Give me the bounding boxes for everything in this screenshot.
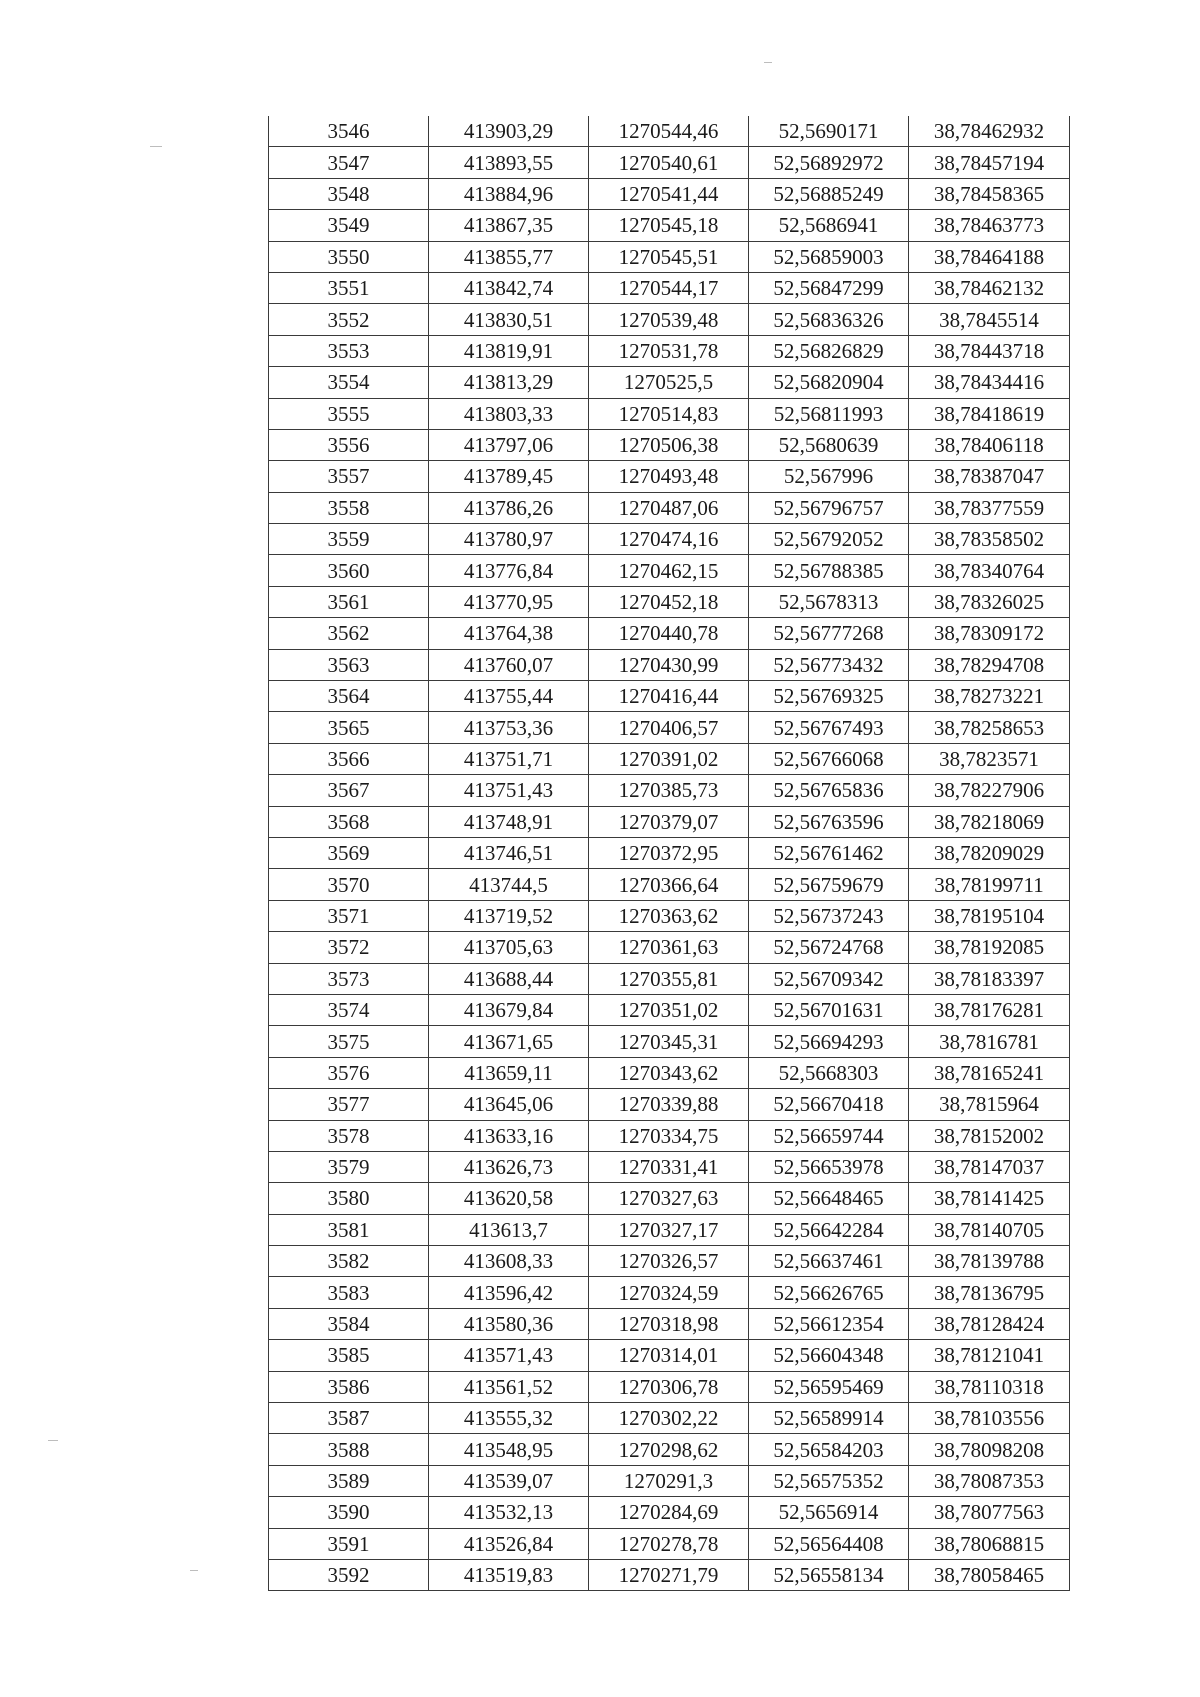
table-row (269, 681, 1070, 712)
table-row (269, 1120, 1070, 1151)
y-coordinate-cell: 1270327,63 (589, 1183, 749, 1214)
y-coordinate-cell: 1270314,01 (589, 1340, 749, 1371)
point-number-cell: 3566 (269, 743, 429, 774)
x-coordinate-cell: 413855,77 (429, 241, 589, 272)
table-row (269, 367, 1070, 398)
table-row (269, 1214, 1070, 1245)
longitude-cell: 38,78462932 (909, 116, 1070, 147)
y-coordinate-cell: 1270284,69 (589, 1497, 749, 1528)
point-number-cell: 3547 (269, 147, 429, 178)
y-coordinate-cell: 1270355,81 (589, 963, 749, 994)
y-coordinate-cell: 1270298,62 (589, 1434, 749, 1465)
x-coordinate-cell: 413748,91 (429, 806, 589, 837)
scan-speck (150, 146, 162, 147)
point-number-cell: 3559 (269, 524, 429, 555)
x-coordinate-cell: 413797,06 (429, 429, 589, 460)
table-row (269, 555, 1070, 586)
y-coordinate-cell: 1270385,73 (589, 775, 749, 806)
table-row (269, 1246, 1070, 1277)
point-number-cell: 3590 (269, 1497, 429, 1528)
table-row (269, 932, 1070, 963)
table-row (269, 1497, 1070, 1528)
coordinates-table (268, 116, 1070, 1591)
point-number-cell: 3556 (269, 429, 429, 460)
table-row (269, 1026, 1070, 1057)
longitude-cell: 38,7845514 (909, 304, 1070, 335)
y-coordinate-cell: 1270345,31 (589, 1026, 749, 1057)
point-number-cell: 3586 (269, 1371, 429, 1402)
latitude-cell: 52,5690171 (749, 116, 909, 147)
x-coordinate-cell: 413671,65 (429, 1026, 589, 1057)
point-number-cell: 3584 (269, 1308, 429, 1339)
y-coordinate-cell: 1270540,61 (589, 147, 749, 178)
scan-speck (764, 62, 772, 63)
y-coordinate-cell: 1270545,18 (589, 210, 749, 241)
table-row (269, 304, 1070, 335)
longitude-cell: 38,78463773 (909, 210, 1070, 241)
longitude-cell: 38,78140705 (909, 1214, 1070, 1245)
x-coordinate-cell: 413755,44 (429, 681, 589, 712)
latitude-cell: 52,56564408 (749, 1528, 909, 1559)
y-coordinate-cell: 1270514,83 (589, 398, 749, 429)
longitude-cell: 38,78103556 (909, 1403, 1070, 1434)
y-coordinate-cell: 1270361,63 (589, 932, 749, 963)
latitude-cell: 52,56820904 (749, 367, 909, 398)
y-coordinate-cell: 1270416,44 (589, 681, 749, 712)
y-coordinate-cell: 1270324,59 (589, 1277, 749, 1308)
point-number-cell: 3558 (269, 492, 429, 523)
point-number-cell: 3585 (269, 1340, 429, 1371)
longitude-cell: 38,78294708 (909, 649, 1070, 680)
longitude-cell: 38,78195104 (909, 900, 1070, 931)
longitude-cell: 38,78418619 (909, 398, 1070, 429)
y-coordinate-cell: 1270544,17 (589, 272, 749, 303)
latitude-cell: 52,56766068 (749, 743, 909, 774)
y-coordinate-cell: 1270343,62 (589, 1057, 749, 1088)
x-coordinate-cell: 413719,52 (429, 900, 589, 931)
point-number-cell: 3564 (269, 681, 429, 712)
longitude-cell: 38,78458365 (909, 178, 1070, 209)
table-row (269, 398, 1070, 429)
x-coordinate-cell: 413688,44 (429, 963, 589, 994)
point-number-cell: 3591 (269, 1528, 429, 1559)
x-coordinate-cell: 413884,96 (429, 178, 589, 209)
latitude-cell: 52,56637461 (749, 1246, 909, 1277)
table-row (269, 524, 1070, 555)
x-coordinate-cell: 413596,42 (429, 1277, 589, 1308)
table-row (269, 618, 1070, 649)
y-coordinate-cell: 1270363,62 (589, 900, 749, 931)
point-number-cell: 3553 (269, 335, 429, 366)
latitude-cell: 52,567996 (749, 461, 909, 492)
x-coordinate-cell: 413620,58 (429, 1183, 589, 1214)
x-coordinate-cell: 413626,73 (429, 1151, 589, 1182)
point-number-cell: 3551 (269, 272, 429, 303)
x-coordinate-cell: 413780,97 (429, 524, 589, 555)
longitude-cell: 38,7815964 (909, 1089, 1070, 1120)
y-coordinate-cell: 1270440,78 (589, 618, 749, 649)
latitude-cell: 52,56763596 (749, 806, 909, 837)
x-coordinate-cell: 413746,51 (429, 837, 589, 868)
coordinates-table-wrap (268, 116, 1069, 1591)
latitude-cell: 52,56777268 (749, 618, 909, 649)
x-coordinate-cell: 413770,95 (429, 586, 589, 617)
latitude-cell: 52,56653978 (749, 1151, 909, 1182)
longitude-cell: 38,78068815 (909, 1528, 1070, 1559)
latitude-cell: 52,56659744 (749, 1120, 909, 1151)
latitude-cell: 52,56558134 (749, 1559, 909, 1590)
longitude-cell: 38,7816781 (909, 1026, 1070, 1057)
table-row (269, 900, 1070, 931)
x-coordinate-cell: 413789,45 (429, 461, 589, 492)
table-row (269, 1465, 1070, 1496)
x-coordinate-cell: 413679,84 (429, 994, 589, 1025)
latitude-cell: 52,56796757 (749, 492, 909, 523)
table-row (269, 1559, 1070, 1590)
y-coordinate-cell: 1270545,51 (589, 241, 749, 272)
longitude-cell: 38,78358502 (909, 524, 1070, 555)
latitude-cell: 52,56589914 (749, 1403, 909, 1434)
table-row (269, 461, 1070, 492)
y-coordinate-cell: 1270327,17 (589, 1214, 749, 1245)
longitude-cell: 38,78176281 (909, 994, 1070, 1025)
table-row (269, 586, 1070, 617)
point-number-cell: 3589 (269, 1465, 429, 1496)
longitude-cell: 38,78128424 (909, 1308, 1070, 1339)
longitude-cell: 38,78192085 (909, 932, 1070, 963)
x-coordinate-cell: 413555,32 (429, 1403, 589, 1434)
point-number-cell: 3560 (269, 555, 429, 586)
point-number-cell: 3570 (269, 869, 429, 900)
x-coordinate-cell: 413803,33 (429, 398, 589, 429)
latitude-cell: 52,5668303 (749, 1057, 909, 1088)
point-number-cell: 3580 (269, 1183, 429, 1214)
latitude-cell: 52,56826829 (749, 335, 909, 366)
point-number-cell: 3574 (269, 994, 429, 1025)
latitude-cell: 52,56765836 (749, 775, 909, 806)
latitude-cell: 52,56575352 (749, 1465, 909, 1496)
longitude-cell: 38,78110318 (909, 1371, 1070, 1402)
longitude-cell: 38,78183397 (909, 963, 1070, 994)
latitude-cell: 52,56767493 (749, 712, 909, 743)
point-number-cell: 3554 (269, 367, 429, 398)
table-row (269, 1057, 1070, 1088)
x-coordinate-cell: 413580,36 (429, 1308, 589, 1339)
longitude-cell: 38,78098208 (909, 1434, 1070, 1465)
longitude-cell: 38,78152002 (909, 1120, 1070, 1151)
latitude-cell: 52,56892972 (749, 147, 909, 178)
point-number-cell: 3579 (269, 1151, 429, 1182)
x-coordinate-cell: 413819,91 (429, 335, 589, 366)
y-coordinate-cell: 1270302,22 (589, 1403, 749, 1434)
x-coordinate-cell: 413867,35 (429, 210, 589, 241)
longitude-cell: 38,78218069 (909, 806, 1070, 837)
table-row (269, 1528, 1070, 1559)
latitude-cell: 52,5656914 (749, 1497, 909, 1528)
y-coordinate-cell: 1270506,38 (589, 429, 749, 460)
point-number-cell: 3557 (269, 461, 429, 492)
y-coordinate-cell: 1270351,02 (589, 994, 749, 1025)
longitude-cell: 38,78121041 (909, 1340, 1070, 1371)
point-number-cell: 3578 (269, 1120, 429, 1151)
x-coordinate-cell: 413830,51 (429, 304, 589, 335)
y-coordinate-cell: 1270379,07 (589, 806, 749, 837)
latitude-cell: 52,56724768 (749, 932, 909, 963)
x-coordinate-cell: 413753,36 (429, 712, 589, 743)
x-coordinate-cell: 413608,33 (429, 1246, 589, 1277)
table-row (269, 837, 1070, 868)
point-number-cell: 3548 (269, 178, 429, 209)
latitude-cell: 52,56788385 (749, 555, 909, 586)
longitude-cell: 38,78462132 (909, 272, 1070, 303)
table-row (269, 1371, 1070, 1402)
longitude-cell: 38,78387047 (909, 461, 1070, 492)
longitude-cell: 38,78309172 (909, 618, 1070, 649)
table-row (269, 649, 1070, 680)
longitude-cell: 38,78139788 (909, 1246, 1070, 1277)
x-coordinate-cell: 413751,71 (429, 743, 589, 774)
x-coordinate-cell: 413893,55 (429, 147, 589, 178)
latitude-cell: 52,56595469 (749, 1371, 909, 1402)
longitude-cell: 38,78141425 (909, 1183, 1070, 1214)
y-coordinate-cell: 1270541,44 (589, 178, 749, 209)
point-number-cell: 3576 (269, 1057, 429, 1088)
table-row (269, 178, 1070, 209)
latitude-cell: 52,56694293 (749, 1026, 909, 1057)
point-number-cell: 3572 (269, 932, 429, 963)
latitude-cell: 52,56836326 (749, 304, 909, 335)
scan-speck (190, 1570, 198, 1571)
table-row (269, 241, 1070, 272)
point-number-cell: 3582 (269, 1246, 429, 1277)
x-coordinate-cell: 413751,43 (429, 775, 589, 806)
latitude-cell: 52,56773432 (749, 649, 909, 680)
latitude-cell: 52,56769325 (749, 681, 909, 712)
table-row (269, 869, 1070, 900)
point-number-cell: 3555 (269, 398, 429, 429)
latitude-cell: 52,56709342 (749, 963, 909, 994)
y-coordinate-cell: 1270452,18 (589, 586, 749, 617)
point-number-cell: 3546 (269, 116, 429, 147)
table-row (269, 116, 1070, 147)
y-coordinate-cell: 1270539,48 (589, 304, 749, 335)
x-coordinate-cell: 413813,29 (429, 367, 589, 398)
latitude-cell: 52,56759679 (749, 869, 909, 900)
longitude-cell: 38,78457194 (909, 147, 1070, 178)
point-number-cell: 3592 (269, 1559, 429, 1590)
table-row (269, 712, 1070, 743)
longitude-cell: 38,78165241 (909, 1057, 1070, 1088)
table-row (269, 1277, 1070, 1308)
latitude-cell: 52,56584203 (749, 1434, 909, 1465)
y-coordinate-cell: 1270334,75 (589, 1120, 749, 1151)
latitude-cell: 52,56761462 (749, 837, 909, 868)
latitude-cell: 52,56612354 (749, 1308, 909, 1339)
latitude-cell: 52,5678313 (749, 586, 909, 617)
table-row (269, 492, 1070, 523)
point-number-cell: 3550 (269, 241, 429, 272)
table-row (269, 806, 1070, 837)
y-coordinate-cell: 1270278,78 (589, 1528, 749, 1559)
x-coordinate-cell: 413705,63 (429, 932, 589, 963)
scan-speck (48, 1440, 58, 1441)
x-coordinate-cell: 413633,16 (429, 1120, 589, 1151)
y-coordinate-cell: 1270487,06 (589, 492, 749, 523)
longitude-cell: 38,78326025 (909, 586, 1070, 617)
x-coordinate-cell: 413903,29 (429, 116, 589, 147)
table-row (269, 1340, 1070, 1371)
longitude-cell: 38,7823571 (909, 743, 1070, 774)
table-row (269, 963, 1070, 994)
latitude-cell: 52,56642284 (749, 1214, 909, 1245)
y-coordinate-cell: 1270339,88 (589, 1089, 749, 1120)
x-coordinate-cell: 413659,11 (429, 1057, 589, 1088)
x-coordinate-cell: 413519,83 (429, 1559, 589, 1590)
y-coordinate-cell: 1270406,57 (589, 712, 749, 743)
point-number-cell: 3587 (269, 1403, 429, 1434)
y-coordinate-cell: 1270372,95 (589, 837, 749, 868)
y-coordinate-cell: 1270525,5 (589, 367, 749, 398)
latitude-cell: 52,56885249 (749, 178, 909, 209)
point-number-cell: 3561 (269, 586, 429, 617)
latitude-cell: 52,56811993 (749, 398, 909, 429)
y-coordinate-cell: 1270326,57 (589, 1246, 749, 1277)
table-row (269, 429, 1070, 460)
point-number-cell: 3588 (269, 1434, 429, 1465)
y-coordinate-cell: 1270291,3 (589, 1465, 749, 1496)
longitude-cell: 38,78227906 (909, 775, 1070, 806)
point-number-cell: 3549 (269, 210, 429, 241)
longitude-cell: 38,78209029 (909, 837, 1070, 868)
latitude-cell: 52,56701631 (749, 994, 909, 1025)
point-number-cell: 3568 (269, 806, 429, 837)
longitude-cell: 38,78199711 (909, 869, 1070, 900)
x-coordinate-cell: 413613,7 (429, 1214, 589, 1245)
longitude-cell: 38,78377559 (909, 492, 1070, 523)
point-number-cell: 3571 (269, 900, 429, 931)
latitude-cell: 52,56626765 (749, 1277, 909, 1308)
point-number-cell: 3583 (269, 1277, 429, 1308)
latitude-cell: 52,56737243 (749, 900, 909, 931)
y-coordinate-cell: 1270474,16 (589, 524, 749, 555)
point-number-cell: 3577 (269, 1089, 429, 1120)
x-coordinate-cell: 413539,07 (429, 1465, 589, 1496)
y-coordinate-cell: 1270331,41 (589, 1151, 749, 1182)
table-row (269, 335, 1070, 366)
point-number-cell: 3575 (269, 1026, 429, 1057)
y-coordinate-cell: 1270531,78 (589, 335, 749, 366)
point-number-cell: 3563 (269, 649, 429, 680)
x-coordinate-cell: 413571,43 (429, 1340, 589, 1371)
longitude-cell: 38,78258653 (909, 712, 1070, 743)
point-number-cell: 3569 (269, 837, 429, 868)
longitude-cell: 38,78058465 (909, 1559, 1070, 1590)
longitude-cell: 38,78434416 (909, 367, 1070, 398)
latitude-cell: 52,5686941 (749, 210, 909, 241)
x-coordinate-cell: 413776,84 (429, 555, 589, 586)
y-coordinate-cell: 1270544,46 (589, 116, 749, 147)
longitude-cell: 38,78077563 (909, 1497, 1070, 1528)
table-row (269, 1434, 1070, 1465)
x-coordinate-cell: 413786,26 (429, 492, 589, 523)
y-coordinate-cell: 1270391,02 (589, 743, 749, 774)
point-number-cell: 3552 (269, 304, 429, 335)
x-coordinate-cell: 413526,84 (429, 1528, 589, 1559)
latitude-cell: 52,56792052 (749, 524, 909, 555)
table-row (269, 210, 1070, 241)
latitude-cell: 52,56648465 (749, 1183, 909, 1214)
longitude-cell: 38,78273221 (909, 681, 1070, 712)
y-coordinate-cell: 1270318,98 (589, 1308, 749, 1339)
x-coordinate-cell: 413842,74 (429, 272, 589, 303)
longitude-cell: 38,78406118 (909, 429, 1070, 460)
point-number-cell: 3567 (269, 775, 429, 806)
longitude-cell: 38,78340764 (909, 555, 1070, 586)
y-coordinate-cell: 1270271,79 (589, 1559, 749, 1590)
coordinates-table-body (269, 116, 1070, 1591)
point-number-cell: 3581 (269, 1214, 429, 1245)
longitude-cell: 38,78147037 (909, 1151, 1070, 1182)
point-number-cell: 3565 (269, 712, 429, 743)
longitude-cell: 38,78087353 (909, 1465, 1070, 1496)
table-row (269, 1308, 1070, 1339)
y-coordinate-cell: 1270306,78 (589, 1371, 749, 1402)
y-coordinate-cell: 1270493,48 (589, 461, 749, 492)
y-coordinate-cell: 1270462,15 (589, 555, 749, 586)
x-coordinate-cell: 413645,06 (429, 1089, 589, 1120)
longitude-cell: 38,78464188 (909, 241, 1070, 272)
point-number-cell: 3562 (269, 618, 429, 649)
y-coordinate-cell: 1270366,64 (589, 869, 749, 900)
table-row (269, 272, 1070, 303)
x-coordinate-cell: 413548,95 (429, 1434, 589, 1465)
x-coordinate-cell: 413764,38 (429, 618, 589, 649)
table-row (269, 1403, 1070, 1434)
latitude-cell: 52,56670418 (749, 1089, 909, 1120)
x-coordinate-cell: 413532,13 (429, 1497, 589, 1528)
x-coordinate-cell: 413561,52 (429, 1371, 589, 1402)
x-coordinate-cell: 413760,07 (429, 649, 589, 680)
latitude-cell: 52,56859003 (749, 241, 909, 272)
longitude-cell: 38,78443718 (909, 335, 1070, 366)
table-row (269, 1151, 1070, 1182)
point-number-cell: 3573 (269, 963, 429, 994)
latitude-cell: 52,5680639 (749, 429, 909, 460)
table-row (269, 994, 1070, 1025)
table-row (269, 775, 1070, 806)
latitude-cell: 52,56604348 (749, 1340, 909, 1371)
table-row (269, 743, 1070, 774)
longitude-cell: 38,78136795 (909, 1277, 1070, 1308)
latitude-cell: 52,56847299 (749, 272, 909, 303)
y-coordinate-cell: 1270430,99 (589, 649, 749, 680)
table-row (269, 147, 1070, 178)
table-row (269, 1089, 1070, 1120)
x-coordinate-cell: 413744,5 (429, 869, 589, 900)
table-row (269, 1183, 1070, 1214)
